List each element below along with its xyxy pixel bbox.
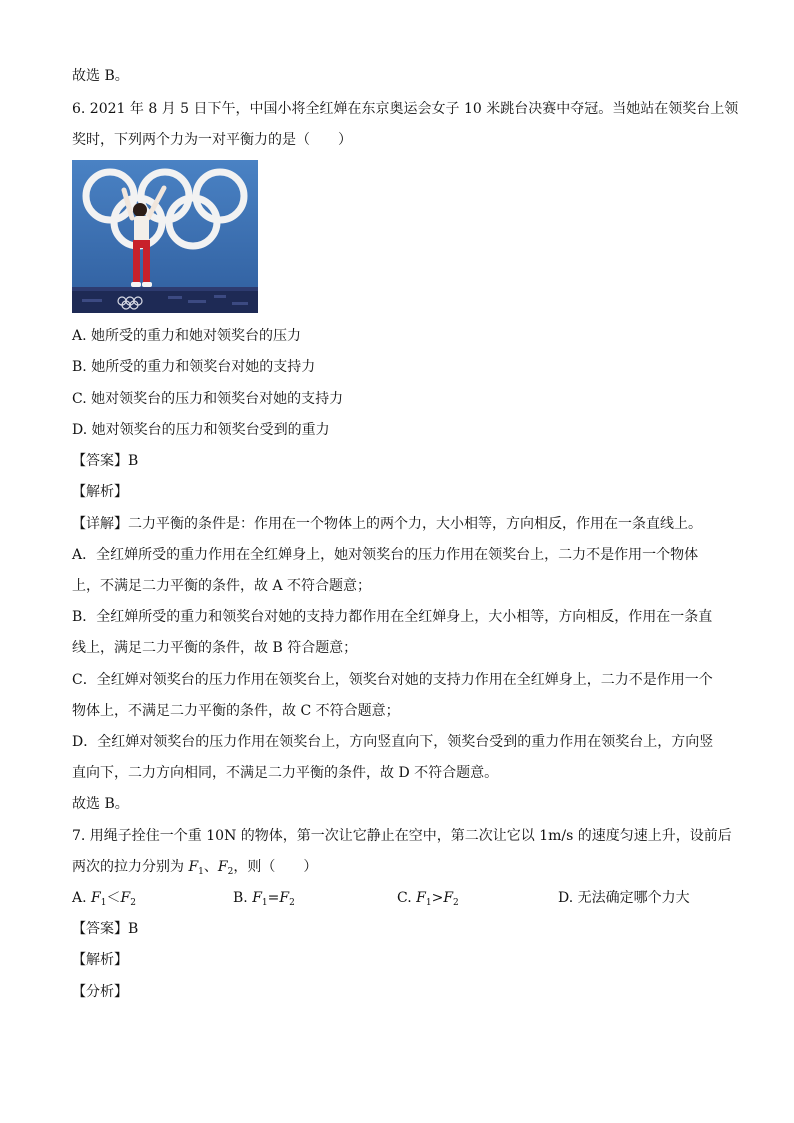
option-b-f1: F: [252, 890, 262, 906]
question-6-option-b: B. 她所受的重力和领奖台对她的支持力: [72, 359, 316, 375]
question-6-detail-intro: 【详解】二力平衡的条件是：作用在一个物体上的两个力，大小相等，方向相反，作用在一条直线上。: [72, 516, 702, 532]
option-c-sub2: 2: [453, 898, 459, 908]
option-b-relation: =: [267, 890, 280, 906]
q7-stem-suffix: ，则（ ）: [233, 859, 318, 875]
podium-photo: [72, 160, 258, 313]
force-symbol-f1: F: [188, 859, 199, 875]
question-7-analysis-heading: 【解析】: [72, 952, 128, 968]
question-7-analysis-subheading: 【分析】: [72, 984, 128, 1000]
question-6-conclusion: 故选 B。: [72, 796, 129, 812]
question-7-option-d: D. 无法确定哪个力大: [558, 890, 690, 906]
question-6-option-d: D. 她对领奖台的压力和领奖台受到的重力: [72, 422, 330, 438]
question-6-analysis-heading: 【解析】: [72, 484, 128, 500]
question-6-detail-a-line-1: A．全红婵所受的重力作用在全红婵身上，她对领奖台的压力作用在领奖台上，二力不是作用一个物体: [72, 547, 699, 563]
option-a-f1: F: [91, 890, 101, 906]
question-7-option-c: [397, 888, 459, 913]
question-7-stem-line-2: [72, 857, 317, 882]
question-7-stem-line-1: 7. 用绳子拴住一个重 10N 的物体，第一次让它静止在空中，第二次让它以 1m/s 的速度匀速上升，设前后: [72, 828, 732, 844]
option-a-sub2: 2: [130, 898, 136, 908]
podium-photo-illustration: [72, 160, 258, 313]
option-a-label: A.: [72, 890, 92, 906]
q7-separator: 、: [203, 859, 218, 875]
question-7-answer: 【答案】B: [72, 921, 139, 937]
option-c-sub1: 1: [425, 898, 432, 908]
subscript-2: 2: [227, 867, 234, 877]
answer-conclusion: 故选 B。: [72, 68, 129, 84]
question-6-stem-line-1: 6. 2021 年 8 月 5 日下午，中国小将全红婵在东京奥运会女子 10 米跳台决赛中夺冠。当她站在领奖台上领: [72, 101, 739, 117]
question-6-stem-line-2: 奖时，下列两个力为一对平衡力的是（ ）: [72, 132, 352, 148]
question-6-detail-b-line-1: B．全红婵所受的重力和领奖台对她的支持力都作用在全红婵身上，大小相等，方向相反，作用在一条直: [72, 609, 713, 625]
option-c-relation: >: [431, 890, 444, 906]
question-6-detail-a-line-2: 上，不满足二力平衡的条件，故 A 不符合题意；: [72, 578, 372, 594]
question-7-option-b: [233, 888, 295, 913]
question-6-answer: 【答案】B: [72, 453, 139, 469]
question-6-detail-b-line-2: 线上，满足二力平衡的条件，故 B 符合题意；: [72, 640, 358, 656]
option-a-f2: F: [120, 890, 131, 906]
option-c-label: C.: [397, 890, 417, 906]
option-c-f1: F: [416, 890, 426, 906]
question-6-detail-c-line-2: 物体上，不满足二力平衡的条件，故 C 不符合题意；: [72, 703, 400, 719]
option-b-label: B.: [233, 890, 253, 906]
subscript-1: 1: [198, 867, 204, 877]
question-6-detail-d-line-1: D．全红婵对领奖台的压力作用在领奖台上，方向竖直向下，领奖台受到的重力作用在领奖台上，方向竖: [72, 734, 714, 750]
question-6-detail-c-line-1: C．全红婵对领奖台的压力作用在领奖台上，领奖台对她的支持力作用在全红婵身上，二力不是作用一个: [72, 672, 713, 688]
option-a-sub1: 1: [100, 898, 107, 908]
option-b-f2: F: [279, 890, 290, 906]
option-a-relation: ＜: [106, 890, 121, 906]
option-c-f2: F: [443, 890, 454, 906]
question-6-option-c: C. 她对领奖台的压力和领奖台对她的支持力: [72, 391, 344, 407]
question-6-option-a: A. 她所受的重力和她对领奖台的压力: [72, 328, 302, 344]
question-7-option-a: [72, 888, 136, 913]
question-6-detail-d-line-2: 直向下，二力方向相同，不满足二力平衡的条件，故 D 不符合题意。: [72, 765, 499, 781]
force-symbol-f2: F: [217, 859, 228, 875]
option-b-sub1: 1: [261, 898, 268, 908]
option-b-sub2: 2: [289, 898, 295, 908]
q7-stem-prefix: 两次的拉力分别为: [72, 859, 189, 875]
